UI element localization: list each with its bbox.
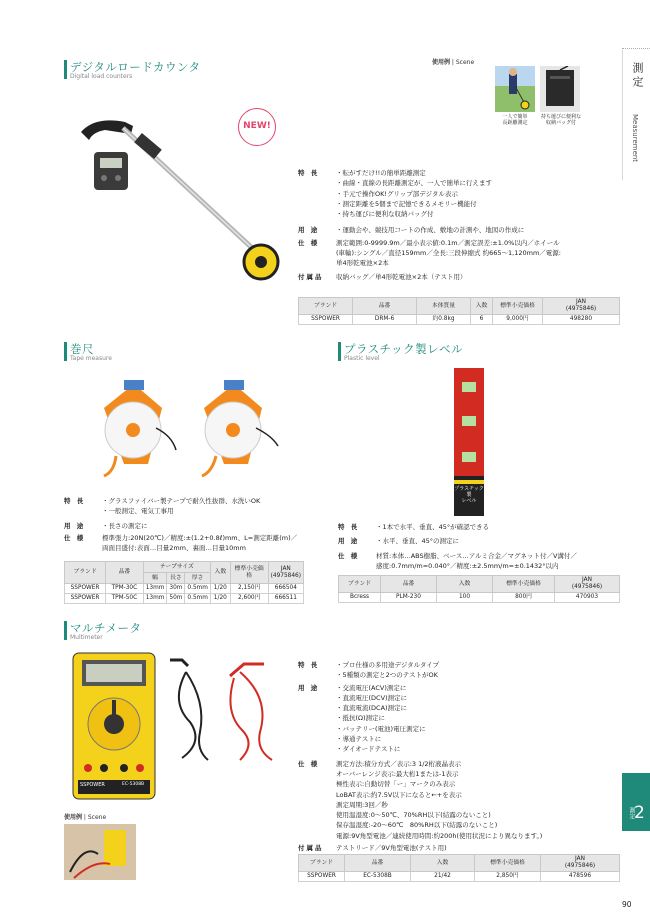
spec-line: ・直流電流(DCA)測定に	[336, 704, 408, 713]
table-cell: 800円	[493, 593, 555, 603]
table-header: 品番	[345, 855, 411, 872]
scene-label-en: Scene	[87, 814, 107, 821]
table-cell: DRM-6	[353, 315, 417, 325]
multi-specs	[298, 660, 620, 853]
table-cell: SSPOWER	[299, 315, 353, 325]
table-header: 標準小売価格	[475, 855, 541, 872]
spec-line: 極性表示:自動切替「ー」マークのみ表示	[336, 780, 456, 789]
scene-label-wheel: 使用例 | Scene	[432, 59, 475, 66]
table-cell: SSPOWER	[299, 872, 345, 882]
page-number: 90	[622, 900, 632, 909]
scene-label-en: Scene	[455, 59, 475, 66]
tape-measure-image	[86, 372, 301, 480]
spec-row	[298, 843, 620, 853]
meter-model-text: EC-5308B	[122, 782, 145, 787]
spec-label: 用 途	[298, 226, 320, 235]
table-cell: 13mm	[143, 594, 167, 604]
spec-row	[298, 759, 620, 841]
table-header: 品番	[106, 562, 144, 584]
table-cell: 100	[437, 593, 493, 603]
scene-label-multi: 使用例 | Scene	[64, 814, 107, 821]
spec-line: テストリード／9V角型電池(テスト用)	[336, 844, 447, 853]
spec-row	[298, 683, 620, 755]
scene-caption-2: 持ち運びに便利な 収納バッグ付	[540, 114, 581, 126]
table-header: 長さ	[167, 573, 185, 584]
table-header-row	[339, 576, 620, 593]
spec-line: 標準張力:20N(20℃)／精度:±(1.2+0.8ℓ)mm、L=測定距離(m)／	[102, 533, 298, 542]
table-cell: 0.5mm	[185, 594, 211, 604]
table-cell: SSPOWER	[65, 584, 106, 594]
scene-label-text: 使用例	[432, 59, 451, 66]
scene-caption-1: 一人で簡単 長距離測定	[502, 114, 528, 126]
table-cell: 50m	[167, 594, 185, 604]
wheel-specs	[298, 168, 620, 282]
tape-product-table	[64, 561, 304, 604]
spec-line: 測定方法:積分方式／表示:3 1/2桁液晶表示	[336, 759, 462, 768]
table-cell: 1/20	[210, 584, 230, 594]
table-cell: 0.5mm	[185, 584, 211, 594]
table-header: 厚さ	[185, 573, 211, 584]
spec-line: ・グラスファイバー製テープで耐久性抜群、水洗いOK	[102, 497, 261, 505]
table-header: 標準小売価格	[493, 576, 555, 593]
new-badge-text: NEW!	[243, 121, 271, 131]
table-header: ブランド	[299, 298, 353, 315]
section-subtitle-wheel: Digital load counters	[70, 73, 133, 80]
sidebar-category-tab	[622, 50, 650, 180]
spec-line: 保存温湿度:-20〜60℃ 80%RH以下(結露のないこと)	[336, 821, 498, 830]
spec-label: 特 長	[298, 661, 320, 669]
chapter-tab	[622, 773, 650, 831]
table-cell: 13mm	[143, 584, 167, 594]
spec-line: 感度:0.7mm/m=0.040°／精度:±2.5mm/m=±0.1432°以内	[376, 561, 559, 570]
table-cell: 666511	[268, 594, 303, 604]
wheel-product-table	[298, 297, 620, 325]
spec-line: ・導通テストに	[336, 735, 382, 744]
level-product-table	[338, 575, 620, 603]
table-header: 入数	[210, 562, 230, 584]
table-cell: 498280	[543, 315, 620, 325]
meter-brand-text: SSPOWER	[80, 782, 105, 788]
spec-line: ・ダイオードテストに	[336, 745, 401, 754]
table-row	[299, 315, 620, 325]
spec-line: ・測定距離を5個まで記憶できるメモリー機能付	[336, 199, 477, 208]
table-cell: EC-5308B	[345, 872, 411, 882]
table-cell: TPM-30C	[106, 584, 144, 594]
spec-label: 特 長	[338, 523, 360, 531]
spec-label: 仕 様	[298, 238, 320, 247]
spec-line: ・運動会や、競技用コートの作成、敷地の計測や、地図の作成に	[336, 226, 525, 235]
multimeter-scene-photo	[64, 824, 136, 880]
section-marker	[64, 342, 67, 361]
section-title-multi: マルチメータ	[70, 621, 142, 635]
section-title-wheel: デジタルロードカウンタ	[70, 60, 201, 74]
table-header-row	[299, 298, 620, 315]
table-cell: 2,150円	[230, 584, 268, 594]
section-subtitle-tape: Tape measure	[70, 355, 112, 362]
spec-row	[338, 522, 620, 532]
table-cell: 30m	[167, 584, 185, 594]
spec-line: ・一般測定、電気工事用	[102, 507, 174, 516]
spec-line: ・曲線・直線の長距離測定が、一人で簡単に行えます	[336, 179, 492, 188]
level-specs	[338, 522, 620, 571]
table-cell: 9,000円	[493, 315, 543, 325]
table-cell: 6	[471, 315, 493, 325]
table-header: 入数	[437, 576, 493, 593]
table-cell: 666504	[268, 584, 303, 594]
table-cell: PLM-230	[381, 593, 437, 603]
multi-product-table	[298, 854, 620, 882]
section-title-tape: 巻尺	[70, 342, 94, 356]
level-package-text: プラスチック製 レベル	[454, 486, 484, 504]
spec-label: 仕 様	[338, 551, 360, 560]
spec-row	[298, 168, 620, 219]
spec-line: ・プロ仕様の多用途デジタルタイプ	[336, 661, 440, 669]
chapter-number: 2	[634, 803, 645, 823]
spec-line: ・持ち運びに便利な収納バッグ付	[336, 210, 434, 219]
tape-specs	[64, 496, 324, 553]
spec-line: 両面目盛付:表面…目量2mm、裏面…目量10mm	[102, 544, 246, 553]
spec-line: ・手元で操作OK!グリップ部デジタル表示	[336, 189, 458, 198]
table-header-row	[299, 855, 620, 872]
table-header: 本体質量	[417, 298, 471, 315]
multimeter-image	[72, 652, 156, 800]
spec-line: 測定周期:3回／秒	[336, 800, 388, 809]
section-marker	[64, 60, 67, 79]
table-cell: 約0.8kg	[417, 315, 471, 325]
spec-label: 付属品	[298, 272, 324, 281]
spec-line: 単4形乾電池×2本	[336, 259, 389, 268]
chapter-label: 測定	[628, 807, 635, 819]
test-leads-image	[160, 652, 290, 764]
section-marker	[338, 342, 341, 361]
table-cell: Bcress	[339, 593, 381, 603]
spec-line: ・転がすだけ!!の簡単距離測定	[336, 169, 426, 177]
spec-line: ・抵抗(Ω)測定に	[336, 714, 386, 723]
scene-photo-1	[495, 66, 535, 112]
table-cell: 21/42	[411, 872, 475, 882]
spec-row	[64, 533, 324, 554]
spec-line: 電源:9V角型電池／連続使用時間:約200h(使用状況により異なります。)	[336, 831, 543, 840]
spec-line: ・1本で水平、垂直、45°が確認できる	[376, 523, 490, 531]
table-cell: SSPOWER	[65, 594, 106, 604]
spec-row	[64, 496, 324, 517]
scene-label-text: 使用例	[64, 814, 83, 821]
section-marker	[64, 621, 67, 640]
table-cell: 2,600円	[230, 594, 268, 604]
table-header: ブランド	[299, 855, 345, 872]
spec-label: 仕 様	[64, 533, 86, 542]
table-header: テープサイズ	[143, 562, 210, 573]
section-subtitle-level: Plastic level	[344, 355, 380, 362]
spec-row	[64, 521, 324, 531]
spec-line: ・バッテリー(電池)電圧測定に	[336, 724, 426, 733]
spec-row	[298, 660, 620, 681]
table-header: 品番	[381, 576, 437, 593]
table-row	[299, 872, 620, 882]
spec-line: 収納バッグ／単4形乾電池×2本（テスト用）	[336, 272, 467, 281]
spec-row	[298, 225, 620, 235]
road-counter-image	[75, 112, 295, 282]
table-header: 幅	[143, 573, 167, 584]
spec-label: 仕 様	[298, 759, 320, 768]
sidebar-category-jp: 測定	[631, 62, 644, 90]
spec-line: 測定範囲:0-9999.9m／最小表示値:0.1m／測定誤差:±1.0%以内／ホイール	[336, 238, 560, 247]
spec-line: LoBAT表示:約7.5V以下になると←+を表示	[336, 790, 462, 799]
table-header: ブランド	[65, 562, 106, 584]
spec-label: 特 長	[64, 497, 86, 505]
table-cell: 2,850円	[475, 872, 541, 882]
table-cell: 478596	[541, 872, 620, 882]
table-cell: 1/20	[210, 594, 230, 604]
table-header: 品番	[353, 298, 417, 315]
spec-line: 材質:本体…ABS樹脂、ベース…アルミ合金／マグネット付／V溝付／	[376, 551, 577, 560]
spec-label: 用 途	[64, 521, 86, 530]
table-header: 標準小売価格	[230, 562, 268, 584]
table-header: 入数	[471, 298, 493, 315]
spec-line: ・5種類の測定と2つのテストがOK	[336, 671, 438, 680]
sidebar-divider	[622, 48, 650, 49]
table-header: JAN (4975846)	[541, 855, 620, 872]
spec-label: 特 長	[298, 169, 320, 177]
table-row	[65, 594, 304, 604]
spec-line: ・直流電圧(DCV)測定に	[336, 693, 408, 702]
spec-row	[338, 536, 620, 546]
table-header: ブランド	[339, 576, 381, 593]
table-cell: TPM-50C	[106, 594, 144, 604]
spec-row	[298, 272, 620, 282]
spec-label: 用 途	[298, 683, 320, 692]
table-cell: 470903	[555, 593, 620, 603]
spec-row	[298, 238, 620, 269]
spec-line: ・交流電圧(ACV)測定に	[336, 683, 407, 692]
table-row	[339, 593, 620, 603]
table-header: JAN (4975846)	[555, 576, 620, 593]
spec-line: ・長さの測定に	[102, 521, 148, 530]
spec-label: 用 途	[338, 537, 360, 546]
section-title-level: プラスチック製レベル	[344, 342, 464, 356]
table-header: JAN (4975846)	[543, 298, 620, 315]
scene-photo-2	[540, 66, 580, 112]
spec-line: オーバーレンジ表示:最大桁1または-1表示	[336, 769, 459, 778]
table-header: JAN (4975846)	[268, 562, 303, 584]
sidebar-category-en: Measurement	[631, 114, 639, 163]
spec-label: 付属品	[298, 844, 324, 853]
spec-line: 使用温湿度:0〜50℃、70%RH以下(結露のないこと)	[336, 811, 491, 820]
counter-display-image	[92, 150, 130, 192]
table-header: 入数	[411, 855, 475, 872]
spec-row	[338, 551, 620, 572]
section-subtitle-multi: Multimeter	[70, 634, 103, 641]
table-header: 標準小売価格	[493, 298, 543, 315]
spec-line: ・水平、垂直、45°の測定に	[376, 537, 460, 546]
spec-line: (車輪):シングル／直径159mm／全長:三段伸縮式 約665〜1,120mm／電源:	[336, 249, 561, 258]
table-header-row	[65, 562, 304, 573]
table-row	[65, 584, 304, 594]
